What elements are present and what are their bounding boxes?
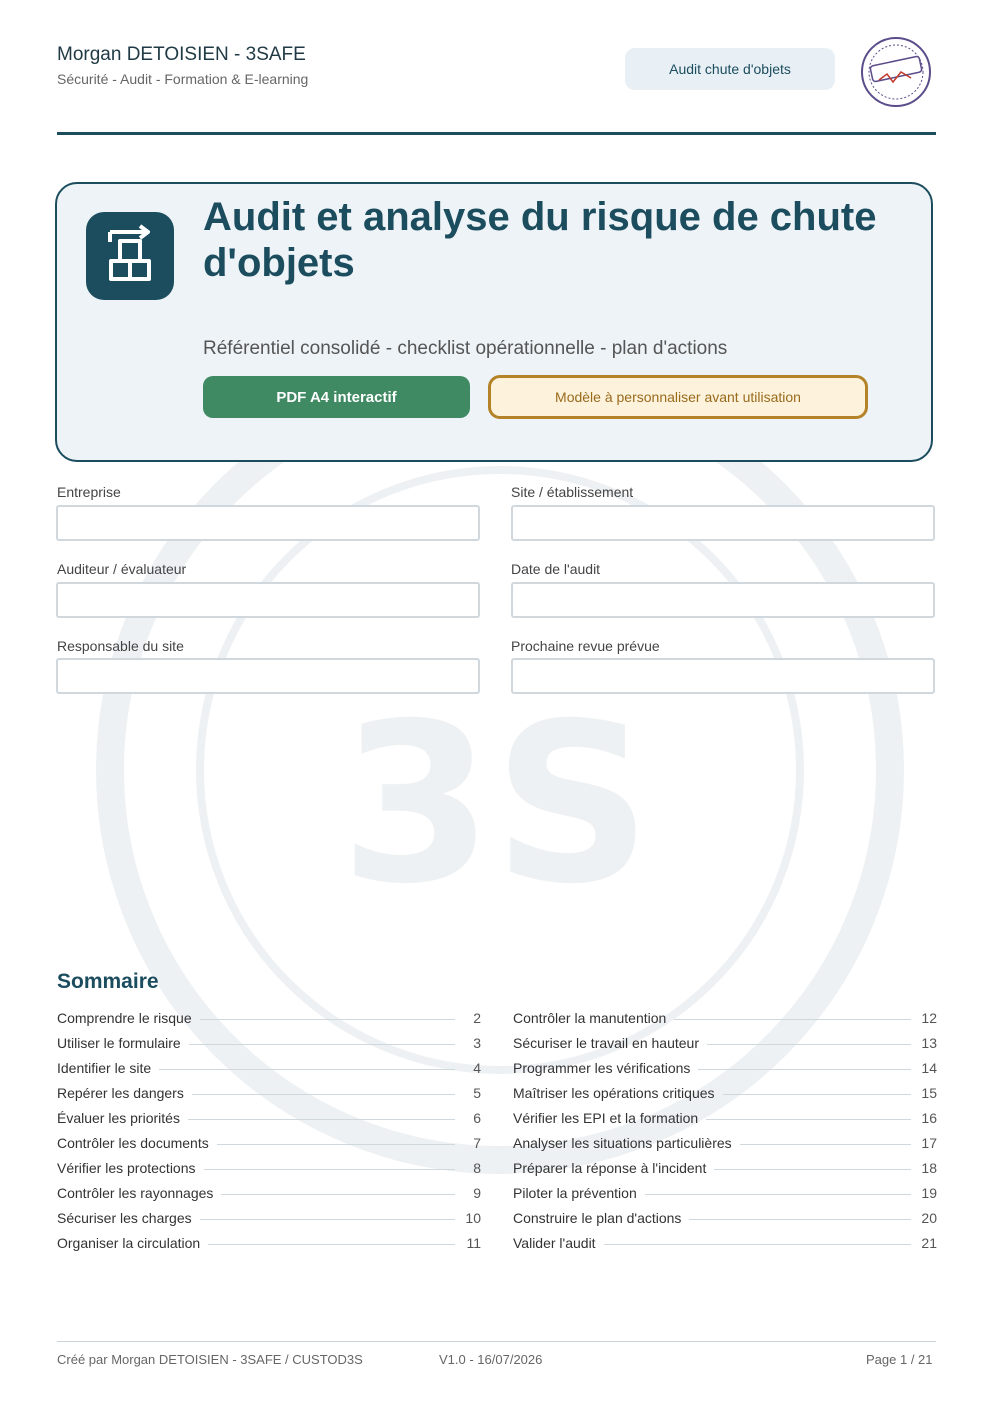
toc-item-page: 20 <box>921 1209 937 1226</box>
footer-divider <box>57 1341 936 1342</box>
template-notice-badge: Modèle à personnaliser avant utilisation <box>488 375 868 419</box>
footer-author: Créé par Morgan DETOISIEN - 3SAFE / CUSTOD3S <box>57 1352 363 1367</box>
entreprise-input[interactable] <box>56 505 480 541</box>
toc-item-label: Analyser les situations particulières <box>513 1134 732 1151</box>
toc-item[interactable] <box>513 1030 937 1055</box>
field-label-site: Site / établissement <box>511 484 634 500</box>
document-title: Audit et analyse du risque de chute d'objets <box>203 195 877 285</box>
toc-item[interactable] <box>57 1105 481 1130</box>
toc-item[interactable] <box>513 1055 937 1080</box>
toc-item-page: 18 <box>921 1159 937 1176</box>
toc-item-label: Sécuriser les charges <box>57 1209 192 1226</box>
toc-item-label: Repérer les dangers <box>57 1084 184 1101</box>
toc-item-label: Vérifier les protections <box>57 1159 196 1176</box>
toc-item-page: 9 <box>473 1184 481 1201</box>
toc-item-label: Préparer la réponse à l'incident <box>513 1159 707 1176</box>
toc-leader <box>645 1194 911 1195</box>
toc-leader <box>188 1119 455 1120</box>
site-input[interactable] <box>511 505 935 541</box>
toc-item[interactable] <box>513 1005 937 1030</box>
toc-item-label: Comprendre le risque <box>57 1009 192 1026</box>
toc-item[interactable] <box>57 1230 481 1255</box>
toc-leader <box>204 1169 455 1170</box>
toc-item[interactable] <box>513 1180 937 1205</box>
toc-item[interactable] <box>513 1105 937 1130</box>
toc-item-page: 17 <box>921 1134 937 1151</box>
toc-item-page: 11 <box>466 1234 481 1251</box>
toc-item[interactable] <box>513 1230 937 1255</box>
toc-item-page: 14 <box>921 1059 937 1076</box>
toc-item[interactable] <box>57 1055 481 1080</box>
toc-item[interactable] <box>57 1005 481 1030</box>
toc-item[interactable] <box>513 1205 937 1230</box>
toc-item-label: Maîtriser les opérations critiques <box>513 1084 715 1101</box>
toc-item-label: Valider l'audit <box>513 1234 596 1251</box>
toc-leader <box>706 1119 911 1120</box>
toc-leader <box>740 1144 911 1145</box>
toc-item-label: Identifier le site <box>57 1059 152 1076</box>
toc-item[interactable] <box>513 1155 937 1180</box>
toc-title: Sommaire <box>57 970 159 993</box>
toc-item[interactable] <box>513 1080 937 1105</box>
toc-column-left <box>57 1005 481 1255</box>
toc-leader <box>698 1069 911 1070</box>
field-label-auditeur: Auditeur / évaluateur <box>57 561 187 577</box>
field-label-date-audit: Date de l'audit <box>511 561 601 577</box>
toc-item-label: Contrôler les documents <box>57 1134 209 1151</box>
3safe-seal-logo-icon <box>857 36 935 108</box>
toc-leader <box>674 1019 911 1020</box>
toc-item-label: Programmer les vérifications <box>513 1059 691 1076</box>
brand-subtitle: Sécurité - Audit - Formation & E-learning <box>57 71 309 87</box>
field-label-responsable: Responsable du site <box>57 638 184 654</box>
toc-item[interactable] <box>57 1155 481 1180</box>
auditeur-input[interactable] <box>56 582 480 618</box>
footer-version: V1.0 - 16/07/2026 <box>439 1352 543 1367</box>
toc-leader <box>217 1144 455 1145</box>
prochaine-revue-input[interactable] <box>511 658 935 694</box>
toc-item-label: Sécuriser le travail en hauteur <box>513 1034 699 1051</box>
toc-item-label: Construire le plan d'actions <box>513 1209 682 1226</box>
toc-item-page: 16 <box>921 1109 937 1126</box>
toc-item-page: 10 <box>465 1209 481 1226</box>
toc-item-label: Évaluer les priorités <box>57 1109 180 1126</box>
toc-item-page: 6 <box>473 1109 481 1126</box>
toc-item-label: Contrôler la manutention <box>513 1009 667 1026</box>
toc-item[interactable] <box>57 1080 481 1105</box>
field-label-entreprise: Entreprise <box>57 484 121 500</box>
toc-leader <box>221 1194 455 1195</box>
toc-leader <box>689 1219 911 1220</box>
toc-item[interactable] <box>57 1180 481 1205</box>
toc-item-page: 15 <box>921 1084 937 1101</box>
toc-item-label: Contrôler les rayonnages <box>57 1184 214 1201</box>
toc-leader <box>192 1094 455 1095</box>
toc-item[interactable] <box>513 1130 937 1155</box>
toc-item-page: 3 <box>473 1034 481 1051</box>
toc-item-page: 4 <box>473 1059 481 1076</box>
toc-leader <box>714 1169 911 1170</box>
toc-item-label: Vérifier les EPI et la formation <box>513 1109 699 1126</box>
toc-item-label: Piloter la prévention <box>513 1184 637 1201</box>
toc-leader <box>159 1069 455 1070</box>
toc-item-label: Organiser la circulation <box>57 1234 201 1251</box>
svg-text:3S: 3S <box>340 676 652 932</box>
toc-item[interactable] <box>57 1030 481 1055</box>
field-label-prochaine-revue: Prochaine revue prévue <box>511 638 660 654</box>
toc-column-right <box>513 1005 937 1255</box>
toc-item-page: 19 <box>921 1184 937 1201</box>
toc-leader <box>723 1094 911 1095</box>
toc-item-page: 12 <box>921 1009 937 1026</box>
toc-item-page: 13 <box>921 1034 937 1051</box>
toc-leader <box>200 1219 455 1220</box>
toc-leader <box>707 1044 911 1045</box>
brand-name: Morgan DETOISIEN - 3SAFE <box>57 44 306 65</box>
toc-item-page: 21 <box>921 1234 937 1251</box>
stacked-boxes-arrow-icon <box>86 212 174 300</box>
hero-icon-tile <box>86 212 174 300</box>
toc-leader <box>208 1244 455 1245</box>
toc-item[interactable] <box>57 1205 481 1230</box>
toc-item-page: 8 <box>473 1159 481 1176</box>
header-divider <box>57 132 936 135</box>
toc-leader <box>200 1019 455 1020</box>
pdf-interactive-badge: PDF A4 interactif <box>203 376 470 418</box>
toc-leader <box>604 1244 911 1245</box>
footer-page-number: Page 1 / 21 <box>866 1352 933 1367</box>
responsable-input[interactable] <box>56 658 480 694</box>
toc-item[interactable] <box>57 1130 481 1155</box>
toc-leader <box>189 1044 455 1045</box>
toc-item-label: Utiliser le formulaire <box>57 1034 181 1051</box>
toc-item-page: 2 <box>473 1009 481 1026</box>
date-audit-input[interactable] <box>511 582 935 618</box>
document-pill: Audit chute d'objets <box>625 48 835 90</box>
document-subtitle: Référentiel consolidé - checklist opérationnelle - plan d'actions <box>203 338 728 359</box>
toc-item-page: 7 <box>473 1134 481 1151</box>
toc-item-page: 5 <box>473 1084 481 1101</box>
